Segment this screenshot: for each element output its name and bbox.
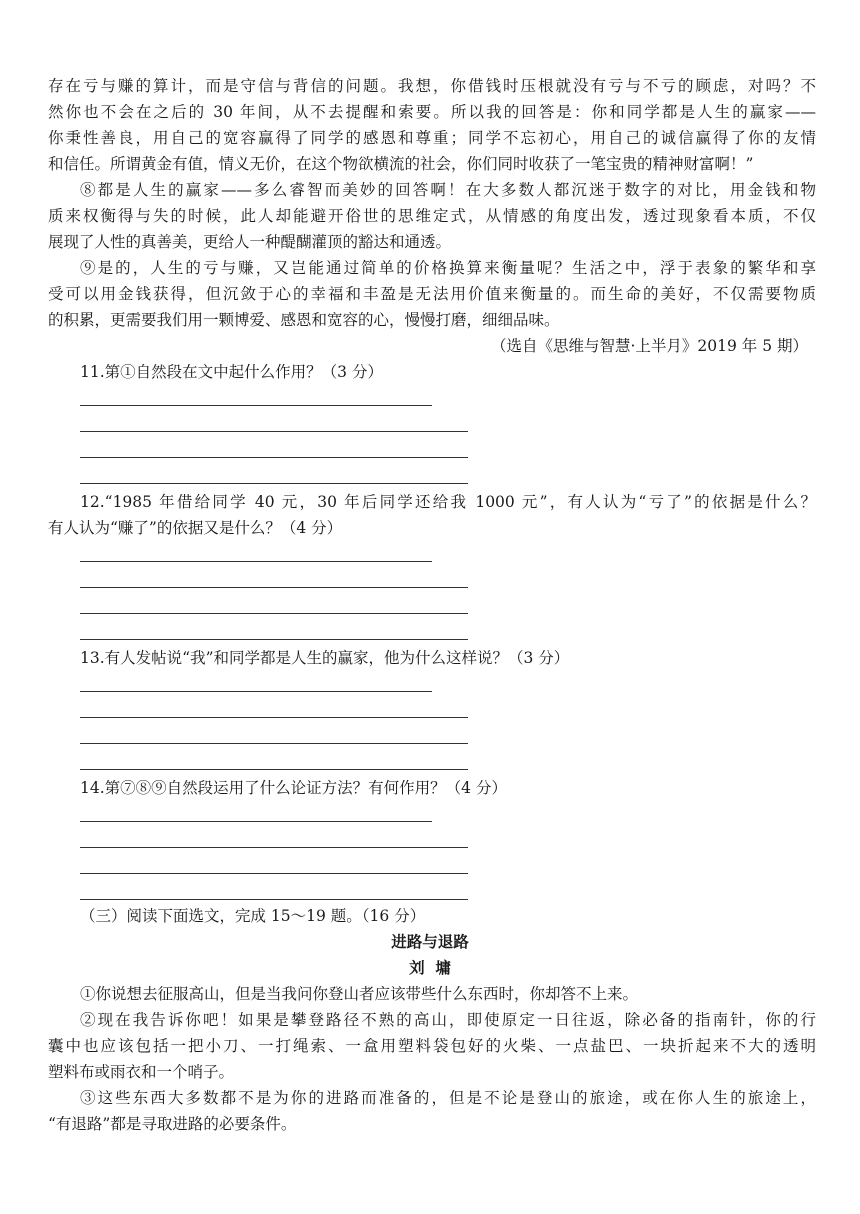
p8-line-2: 质来权衡得与失的时候，此人却能避开俗世的思维定式，从情感的角度出发，透过现象看本质，不仅	[48, 207, 816, 225]
essay-title: 进路与退路	[391, 933, 469, 951]
essay-p3-line-2: “有退路”都是寻取进路的必要条件。	[48, 1115, 297, 1133]
answer-line-12-2[interactable]	[80, 587, 468, 588]
answer-line-12-1[interactable]	[80, 561, 432, 562]
question-11: 11.第①自然段在文中起什么作用？（3 分）	[80, 363, 383, 381]
p9-line-3: 的积累，更需要我们用一颗博爱、感恩和宽容的心，慢慢打磨，细细品味。	[48, 311, 560, 329]
p7-line-3: 你秉性善良，用自己的宽容赢得了同学的感恩和尊重；同学不忘初心，用自己的诚信赢得了你的友情	[48, 129, 816, 147]
answer-line-14-4[interactable]	[80, 899, 468, 900]
p7-line-2: 然你也不会在之后的 30 年间，从不去提醒和索要。所以我的回答是：你和同学都是人生的赢家——	[48, 103, 816, 121]
answer-line-11-4[interactable]	[80, 483, 468, 484]
answer-line-11-2[interactable]	[80, 431, 468, 432]
answer-line-12-4[interactable]	[80, 639, 468, 640]
p7-line-1: 存在亏与赚的算计，而是守信与背信的问题。我想，你借钱时压根就没有亏与不亏的顾虑，对吗？不	[48, 77, 816, 95]
answer-line-14-3[interactable]	[80, 873, 468, 874]
question-14: 14.第⑦⑧⑨自然段运用了什么论证方法？有何作用？（4 分）	[80, 779, 507, 797]
p9-line-1: ⑨是的，人生的亏与赚，又岂能通过简单的价格换算来衡量呢？生活之中，浮于表象的繁华和享	[80, 259, 816, 277]
answer-line-14-1[interactable]	[80, 821, 432, 822]
p8-line-1: ⑧都是人生的赢家——多么睿智而美妙的回答啊！在大多数人都沉迷于数字的对比，用金钱和物	[80, 181, 816, 199]
question-12-line-1: 12.“1985 年借给同学 40 元，30 年后同学还给我 1000 元”，有人认为“亏了”的依据是什么？	[80, 493, 816, 511]
p8-line-3: 展现了人性的真善美，更给人一种醍醐灌顶的豁达和通透。	[48, 233, 452, 251]
essay-p2-line-2: 囊中也应该包括一把小刀、一打绳索、一盒用塑料袋包好的火柴、一点盐巴、一块折起来不大的透明	[48, 1037, 816, 1055]
answer-line-12-3[interactable]	[80, 613, 468, 614]
essay-p2-line-3: 塑料布或雨衣和一个哨子。	[48, 1063, 235, 1081]
essay-p2-line-1: ②现在我告诉你吧！如果是攀登路径不熟的高山，即使原定一日往返，除必备的指南针，你的行	[80, 1011, 816, 1029]
answer-line-13-1[interactable]	[80, 691, 432, 692]
answer-line-13-4[interactable]	[80, 769, 468, 770]
answer-line-13-2[interactable]	[80, 717, 468, 718]
answer-line-11-1[interactable]	[80, 405, 432, 406]
essay-p3-line-1: ③这些东西大多数都不是为你的进路而准备的，但是不论是登山的旅途，或在你人生的旅途上，	[80, 1089, 816, 1107]
answer-line-11-3[interactable]	[80, 457, 468, 458]
essay-author: 刘 墉	[409, 959, 451, 977]
source-citation: （选自《思维与智慧·上半月》2019 年 5 期）	[490, 337, 808, 355]
section-3-intro: （三）阅读下面选文，完成 15～19 题。（16 分）	[80, 907, 426, 925]
essay-p1: ①你说想去征服高山，但是当我问你登山者应该带些什么东西时，你却答不上来。	[80, 985, 639, 1003]
p7-line-4: 和信任。所谓黄金有值，情义无价，在这个物欲横流的社会，你们同时收获了一笔宝贵的精神财富啊！”	[48, 155, 754, 173]
answer-line-13-3[interactable]	[80, 743, 468, 744]
answer-line-14-2[interactable]	[80, 847, 468, 848]
p9-line-2: 受可以用金钱获得，但沉敛于心的幸福和丰盈是无法用价值来衡量的。而生命的美好，不仅需要物质	[48, 285, 816, 303]
question-13: 13.有人发帖说“我”和同学都是人生的赢家，他为什么这样说？（3 分）	[80, 649, 570, 667]
question-12-line-2: 有人认为“赚了”的依据又是什么？（4 分）	[48, 519, 343, 537]
